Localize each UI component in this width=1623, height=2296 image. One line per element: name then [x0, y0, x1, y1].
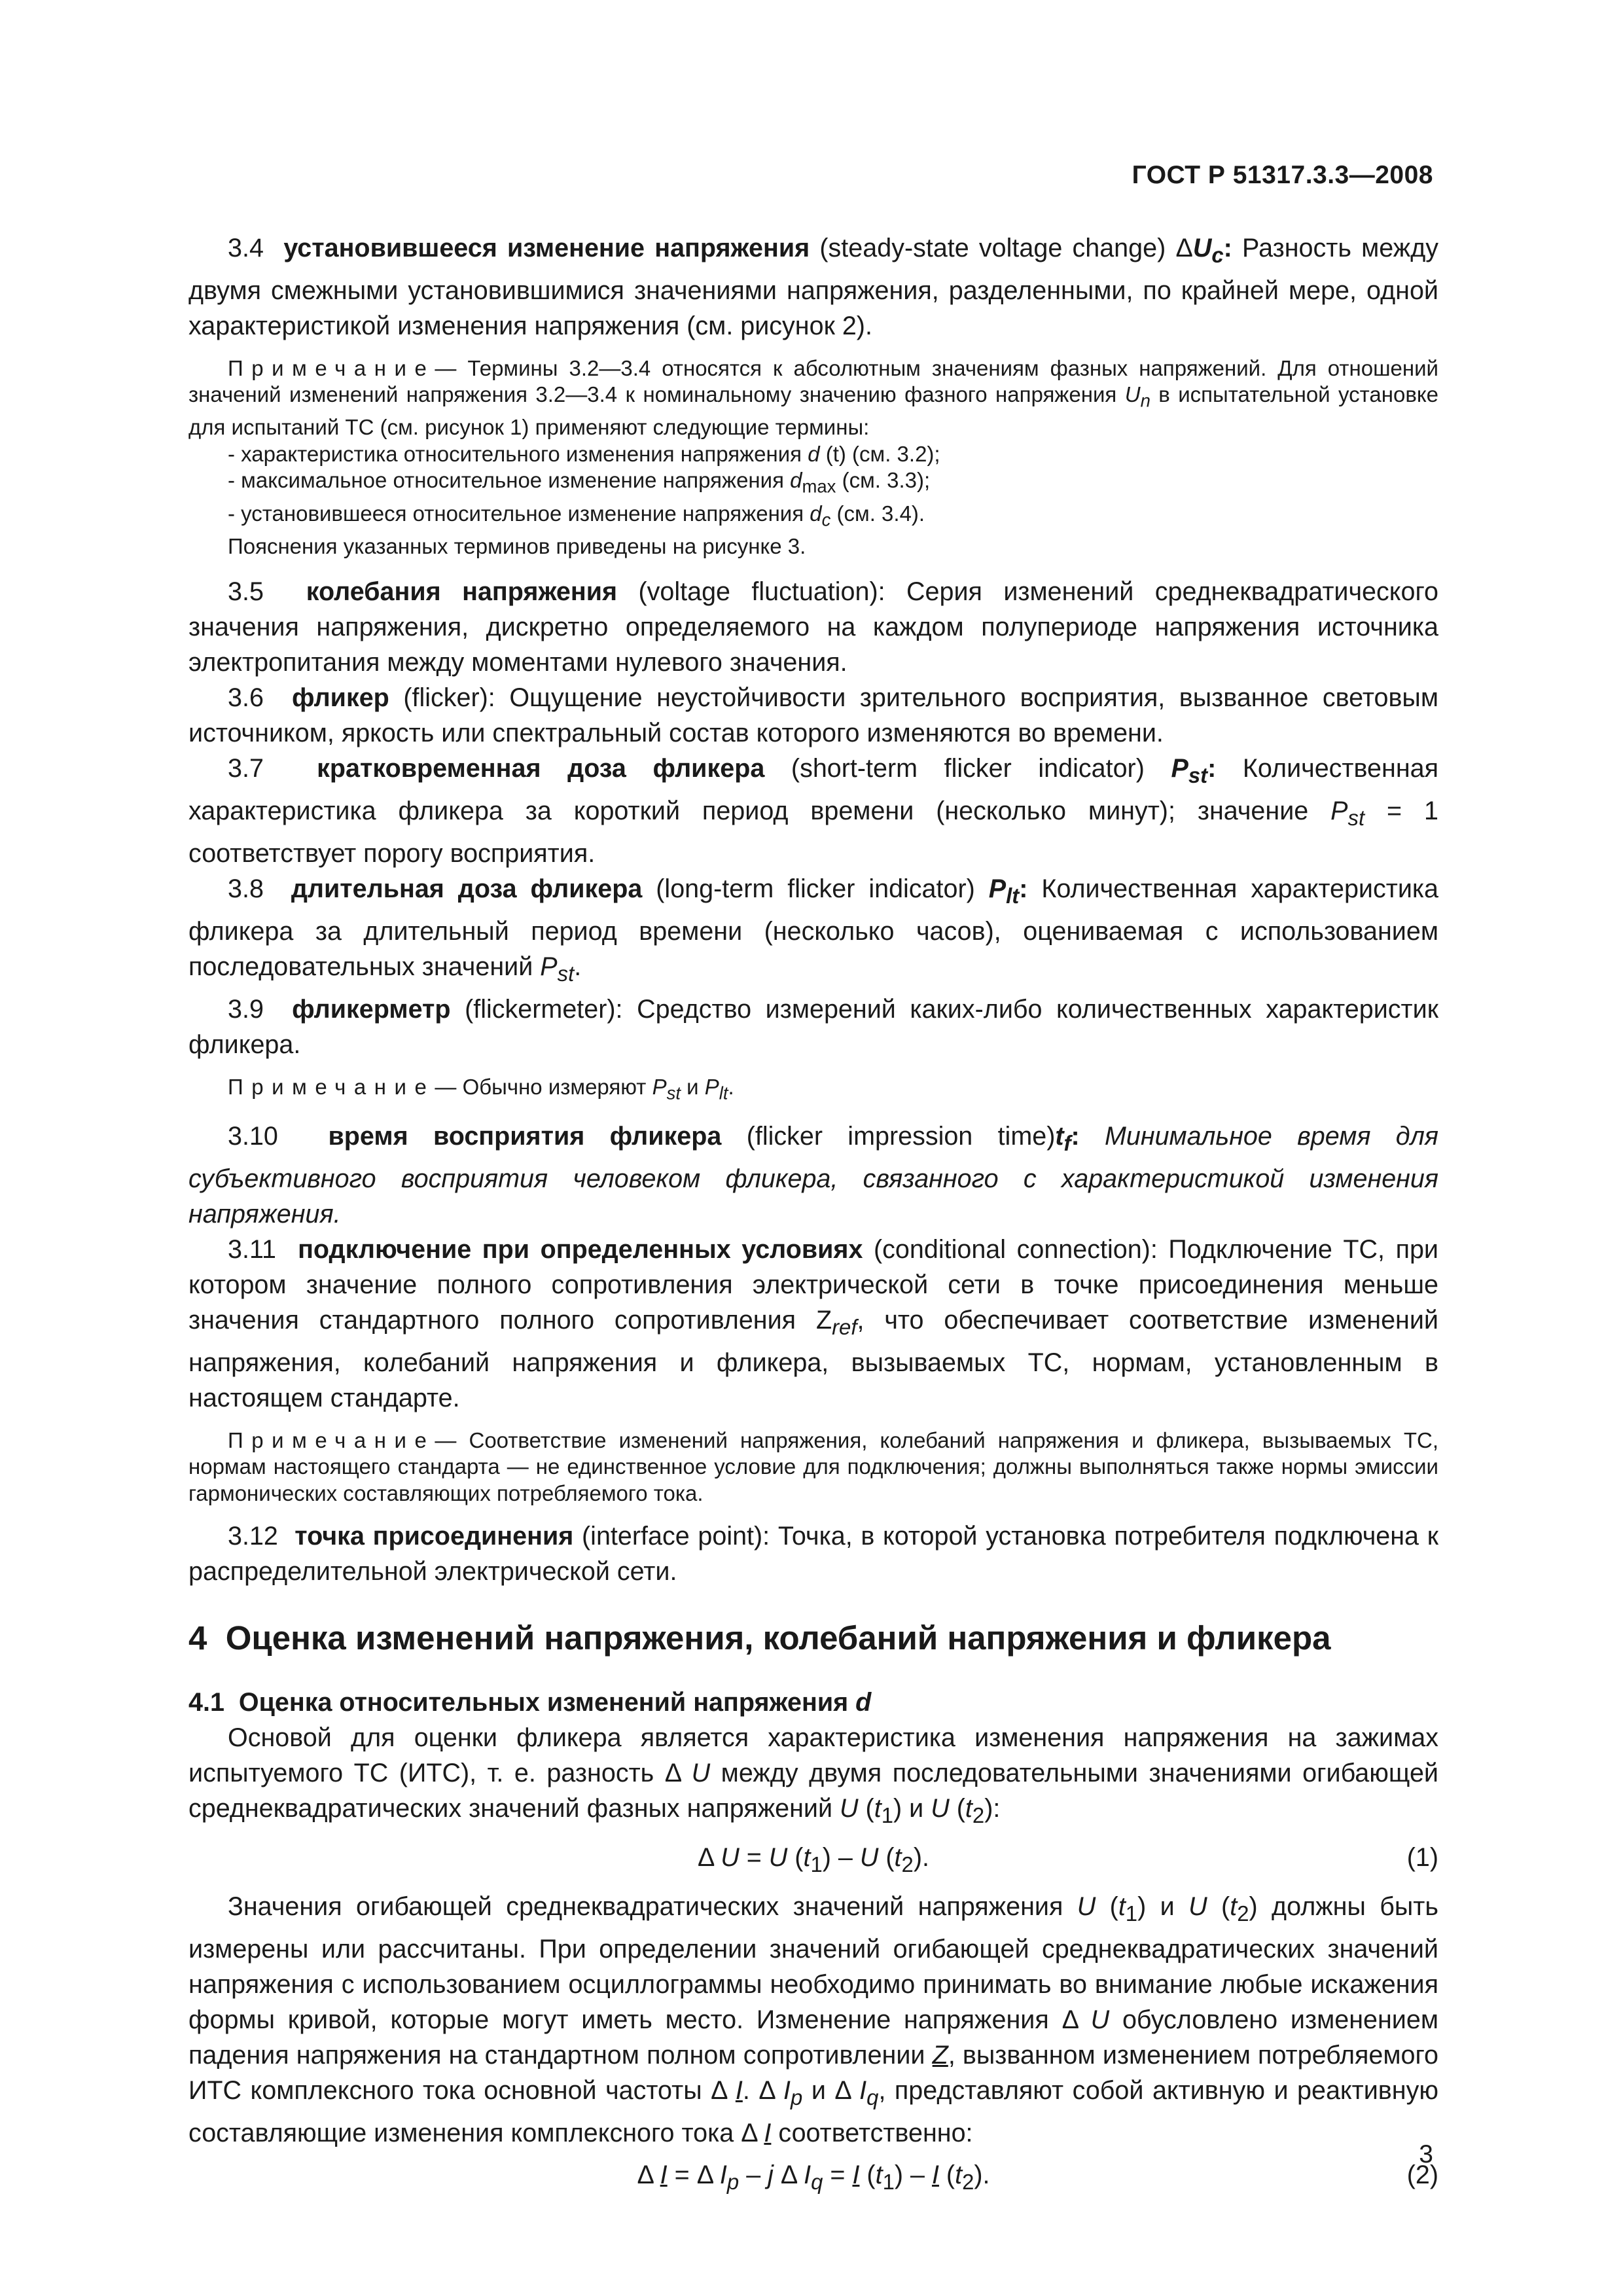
var-symbol: I — [931, 2160, 939, 2189]
term-definition: Средство измерений каких-либо количественных характеристик фликера. — [188, 994, 1438, 1059]
var-symbol: t — [894, 1843, 902, 1872]
note-symbol-sub: st — [666, 1083, 681, 1103]
term-definition: Точка, в которой установка потребителя подключена к распределительной электрической сети. — [188, 1522, 1439, 1587]
symbol-sub: f — [1063, 1130, 1071, 1155]
term-3-4 — [188, 230, 1438, 344]
term-3-10 — [188, 1119, 1438, 1232]
note-text: — Обычно измеряют — [435, 1074, 647, 1099]
term-definition: Ощущение неустойчивости зрительного восприятия, вызванное световым источником, яркость или спектральный состав которого изменяются во времени. — [188, 683, 1438, 748]
note-label: Примечание — [228, 1074, 435, 1099]
note-1-list — [188, 441, 1438, 533]
colon: : — [1071, 1121, 1080, 1151]
term-definition: = 1 соответствует порогу восприятия. — [188, 797, 1438, 868]
note-symbol-sub: n — [1140, 390, 1150, 411]
list-item — [228, 501, 1438, 533]
item-ref: (см. 3.2); — [852, 441, 940, 466]
item-ref: (см. 3.4). — [836, 501, 925, 526]
term-number: 3.9 — [228, 994, 264, 1024]
term-number: 3.10 — [228, 1121, 278, 1151]
term-english: (voltage fluctuation): — [638, 577, 885, 607]
term-name: подключение при определенных условиях — [298, 1234, 863, 1264]
term-english: (flicker): — [403, 683, 495, 713]
var-symbol: I — [719, 2160, 727, 2189]
term-english: (long-term flicker indicator) — [656, 874, 975, 903]
var-sub: 2 — [1237, 1901, 1249, 1926]
colon: : — [993, 1794, 1001, 1823]
delta-symbol: Δ — [696, 2160, 713, 2189]
value-sub: ref — [832, 1314, 857, 1339]
para-text: , представляют собой активную и реактивную составляющие изменения комплексного тока — [188, 2075, 1438, 2147]
term-3-9 — [188, 992, 1438, 1062]
note-text: — Соответствие изменений напряжения, колебаний напряжения и фликера, вызываемых ТС, нормам настоящего стандарта — не единственное условие для подключения; должны выполняться также нормы эмиссии гармонических составляющих потребляемого тока. — [188, 1427, 1438, 1505]
para-text: и — [811, 2075, 826, 2105]
term-number: 3.12 — [228, 1522, 278, 1551]
var-symbol: I — [783, 2075, 791, 2105]
para-text: Значения огибающей среднеквадратических значений напряжения — [228, 1892, 1063, 1921]
term-english: (interface point): — [582, 1522, 770, 1551]
term-3-11 — [188, 1232, 1438, 1416]
term-3-5 — [188, 574, 1438, 680]
delta-symbol: Δ — [1175, 234, 1193, 262]
term-number: 3.11 — [228, 1234, 276, 1264]
formula-2: Δ I = Δ $I_p$ – j Δ $I_q = I$ $(t_1)$ – I $(t_2)$. (2) — [188, 2157, 1438, 2200]
var-symbol: t — [803, 1843, 811, 1872]
para-text: и — [909, 1794, 924, 1823]
delta-symbol: Δ — [1061, 2005, 1078, 2034]
equals-sign: = — [746, 1843, 762, 1872]
term-name: фликер — [291, 683, 389, 713]
term-3-7 — [188, 751, 1438, 871]
title-symbol: d — [855, 1688, 872, 1717]
term-name: установившееся изменение напряжения — [283, 234, 810, 262]
var-symbol: U — [1077, 1892, 1096, 1921]
symbol-sub: lt — [1006, 883, 1020, 908]
var-sub: 1 — [810, 1852, 823, 1876]
term-english: (flicker impression time) — [746, 1121, 1056, 1151]
term-number: 3.4 — [228, 234, 264, 262]
term-definition: Серия изменений среднеквадратического значения напряжения, дискретно определяемого на каждом полупериоде напряжения источника электропитания между моментами нулевого значения. — [188, 577, 1438, 677]
term-definition: Подключение ТС, при котором значение полного сопротивления электрической сети в точке присоединения меньше значения стандартного полного сопротивления — [188, 1234, 1438, 1335]
value-symbol: P — [1330, 797, 1348, 826]
value-symbol: Z — [815, 1305, 832, 1335]
section-4-1-para-2: Значения огибающей среднеквадратических значений напряжения U $(t_1)$ и U $(t_2)$ должны быть измерены или рассчитаны. При определении значений огибающей среднеквадратических значений напряжения с использованием осциллограммы необходимо принимать во внимание любые искажения формы кривой, которые могут иметь место. Изменение напряжения Δ U обусловлено изменением падения напряжения на стандартном полном сопротивлении Z, вызванном изменением потребляемого ИТС комплексного тока основной частоты Δ I. Δ $I_p$ и Δ $I_q$, представляют собой активную и реактивную составляющие изменения комплексного тока Δ I соответственно: — [188, 1892, 1439, 2147]
period: . — [728, 1074, 734, 1099]
para-text: Основой для оценки фликера является характеристика изменения напряжения на зажимах испытуемого ТС (ИТС), т. е. разность — [188, 1723, 1438, 1788]
var-sub: 1 — [881, 1803, 894, 1827]
section-title: Оценка изменений напряжения, колебаний напряжения и фликера — [225, 1619, 1331, 1657]
delta-symbol: Δ — [637, 2160, 653, 2189]
symbol-sub: c — [1211, 242, 1224, 267]
list-item — [228, 441, 1438, 468]
symbol-var: P — [988, 874, 1007, 903]
term-definition: Минимальное время для субъективного восприятия человеком фликера, связанного с характеристикой изменения напряжения. — [188, 1121, 1438, 1229]
item-symbol: d — [808, 441, 820, 466]
var-sub: p — [726, 2169, 740, 2194]
term-name: колебания напряжения — [306, 577, 618, 607]
var-symbol: t — [1230, 1892, 1238, 1921]
term-definition: Разность между двумя смежными установившимися значениями напряжения, разделенными, по крайней мере, одной характеристикой изменения напряжения (см. рисунок 2). — [188, 234, 1438, 340]
value-sub: st — [557, 961, 575, 986]
formula-number: (2) — [1406, 2160, 1438, 2189]
item-arg: (t) — [825, 441, 846, 466]
note-label: Примечание — [228, 355, 435, 380]
var-symbol: U — [1188, 1892, 1207, 1921]
para-text: и — [1160, 1892, 1175, 1921]
minus-sign: – — [838, 1843, 853, 1872]
term-english: (conditional connection): — [874, 1234, 1158, 1264]
var-symbol: U — [721, 1843, 740, 1872]
note-symbol: P — [652, 1074, 667, 1099]
note-symbol-sub: lt — [719, 1083, 728, 1103]
minus-sign: – — [746, 2160, 761, 2189]
term-number: 3.6 — [228, 683, 264, 713]
symbol-sub: st — [1188, 763, 1208, 788]
formula-1: Δ U = U $(t_1)$ – U $(t_2)$. (1) — [188, 1840, 1438, 1882]
var-sub: 1 — [1125, 1901, 1138, 1926]
term-definition: Количественная характеристика фликера за длительный период времени (несколько часов), оцениваемая с использованием последовательных значений — [188, 874, 1439, 981]
item-text: - установившееся относительное изменение напряжения — [228, 501, 804, 526]
var-symbol: U — [840, 1794, 859, 1823]
page-number: 3 — [1419, 2140, 1433, 2168]
para-text: соответственно: — [778, 2118, 973, 2147]
note-symbol: U — [1124, 382, 1141, 407]
var-sub: p — [791, 2085, 803, 2109]
delta-symbol: Δ — [741, 2118, 757, 2147]
period: . — [574, 952, 582, 981]
para-text: между двумя последовательными значениями огибающей среднеквадратических значений фазных напряжений — [188, 1759, 1438, 1823]
var-symbol: j — [768, 2160, 774, 2189]
note-symbol: P — [704, 1074, 719, 1099]
note-text: — Термины 3.2—3.4 относятся к абсолютным значениям фазных напряжений. Для отношений значений изменений напряжения 3.2—3.4 к номинальному значению фазного напряжения — [188, 355, 1438, 407]
delta-symbol: Δ — [711, 2075, 727, 2105]
term-number: 3.7 — [228, 754, 264, 783]
var-sub: q — [811, 2169, 823, 2194]
term-english: (short-term flicker indicator) — [791, 754, 1145, 783]
var-symbol: I — [660, 2160, 668, 2189]
note-3 — [188, 1427, 1438, 1507]
term-3-12 — [188, 1518, 1438, 1589]
section-number: 4.1 — [188, 1688, 224, 1717]
section-number: 4 — [188, 1619, 207, 1657]
value-symbol: P — [540, 952, 558, 981]
colon: : — [1207, 754, 1217, 783]
item-text: - характеристика относительного изменения напряжения — [228, 441, 802, 466]
equals-sign: = — [830, 2160, 846, 2189]
section-4-heading — [188, 1618, 1438, 1659]
var-symbol: t — [875, 2160, 883, 2189]
var-symbol: I — [859, 2075, 867, 2105]
period: . — [921, 1843, 929, 1872]
section-title: Оценка относительных изменений напряжения — [238, 1688, 849, 1717]
delta-symbol: Δ — [664, 1759, 681, 1788]
term-english: (flickermeter): — [465, 994, 623, 1024]
term-english: (steady-state voltage change) — [819, 234, 1166, 262]
list-item — [228, 467, 1438, 500]
var-symbol: I — [852, 2160, 860, 2189]
item-sub: max — [802, 476, 836, 497]
var-symbol: U — [1090, 2005, 1110, 2034]
var-sub: 2 — [962, 2169, 974, 2194]
colon: : — [1019, 874, 1028, 903]
var-symbol: t — [955, 2160, 963, 2189]
section-4-1-para-1: Основой для оценки фликера является характеристика изменения напряжения на зажимах испытуемого ТС (ИТС), т. е. разность Δ U между двумя последовательными значениями огибающей среднеквадратических значений фазных напряжений U $(t_1)$ и U $(t_2)$: — [188, 1723, 1438, 1827]
symbol-var: P — [1171, 754, 1188, 783]
term-number: 3.5 — [228, 577, 264, 607]
item-text: - максимальное относительное изменение напряжения — [228, 468, 784, 493]
note-1-closing: Пояснения указанных терминов приведены на рисунке 3. — [228, 533, 806, 558]
item-symbol: d — [790, 468, 802, 493]
note-text: и — [687, 1074, 699, 1099]
term-3-6 — [188, 680, 1438, 751]
term-number: 3.8 — [228, 874, 264, 903]
term-definition: Количественная характеристика фликера за короткий период времени (несколько минут); значение — [188, 754, 1439, 826]
symbol-var: t — [1055, 1121, 1064, 1151]
note-label: Примечание — [228, 1427, 435, 1452]
note-1 — [188, 355, 1438, 441]
item-symbol: d — [810, 501, 822, 526]
period: . — [982, 2160, 990, 2189]
var-sub: q — [866, 2085, 879, 2109]
var-sub: 1 — [882, 2169, 895, 2194]
page-content — [188, 230, 1438, 2200]
var-sub: 2 — [901, 1852, 914, 1876]
item-sub: c — [821, 509, 831, 530]
note-2 — [188, 1074, 1438, 1107]
delta-symbol: Δ — [698, 1843, 714, 1872]
term-name: фликерметр — [292, 994, 451, 1024]
var-symbol: I — [764, 2118, 772, 2147]
para-text: , вызванном изменением потребляемого ИТС комплексного тока основной частоты — [188, 2040, 1439, 2105]
value-sub: st — [1347, 805, 1365, 830]
var-symbol: t — [874, 1794, 882, 1823]
colon: : — [1223, 234, 1232, 262]
delta-symbol: Δ — [834, 2075, 851, 2105]
var-symbol: t — [965, 1794, 972, 1823]
var-symbol: U — [691, 1759, 711, 1788]
var-symbol: I — [804, 2160, 812, 2189]
var-symbol: t — [1118, 1892, 1126, 1921]
period: . — [742, 2075, 750, 2105]
item-ref: (см. 3.3); — [842, 468, 931, 493]
term-name: время восприятия фликера — [328, 1121, 722, 1151]
term-name: длительная доза фликера — [291, 874, 643, 903]
standard-header: ГОСТ Р 51317.3.3—2008 — [1132, 161, 1433, 189]
term-name: кратковременная доза фликера — [317, 754, 765, 783]
note-text: в испытательной установке для испытаний ТС (см. рисунок 1) применяют следующие термины: — [188, 382, 1439, 440]
formula-number: (1) — [1406, 1843, 1438, 1872]
term-name: точка присоединения — [294, 1522, 574, 1551]
para-text: должны быть измерены или рассчитаны. При определении значений огибающей среднеквадратических значений напряжения с использованием осциллограммы необходимо принимать во внимание любые искажения формы кривой, которые могут иметь место. Изменение напряжения — [188, 1892, 1438, 2034]
var-symbol: U — [768, 1843, 788, 1872]
term-3-8 — [188, 871, 1438, 992]
var-sub: 2 — [972, 1803, 985, 1827]
var-symbol: U — [859, 1843, 879, 1872]
term-definition: , что обеспечивает соответствие изменений напряжения, колебаний напряжения и фликера, вызываемых ТС, нормам, установленным в настоящем стандарте. — [188, 1305, 1438, 1412]
delta-symbol: Δ — [780, 2160, 797, 2189]
var-symbol: U — [931, 1794, 950, 1823]
equals-sign: = — [674, 2160, 690, 2189]
section-4-1-heading — [188, 1685, 1438, 1720]
minus-sign: – — [910, 2160, 925, 2189]
delta-symbol: Δ — [758, 2075, 775, 2105]
symbol-var: U — [1192, 234, 1212, 262]
var-symbol: I — [735, 2075, 743, 2105]
para-text: обусловлено изменением падения напряжения на стандартном полном сопротивлении — [188, 2005, 1438, 2070]
var-symbol: Z — [932, 2040, 948, 2070]
